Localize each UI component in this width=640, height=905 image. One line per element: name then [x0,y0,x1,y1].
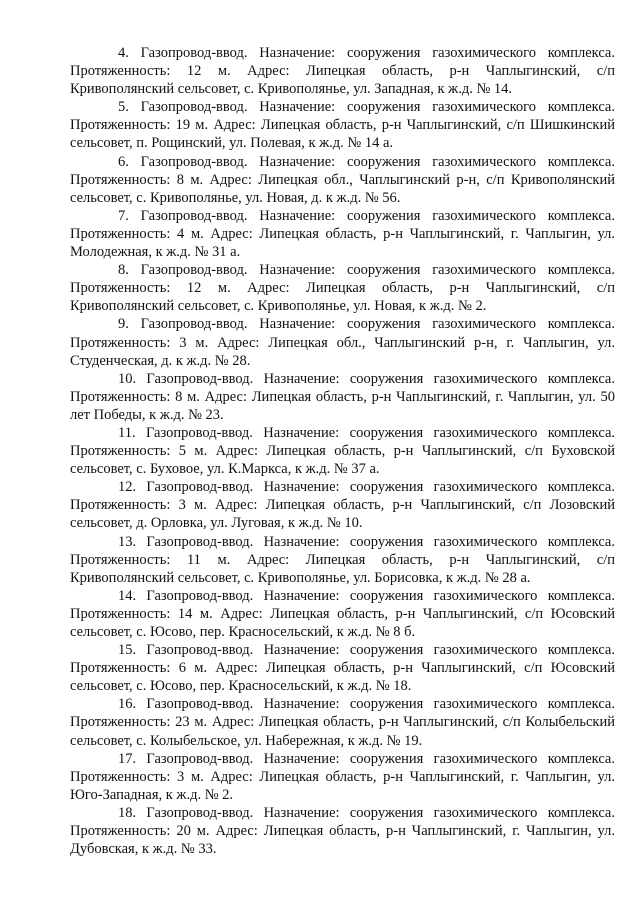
list-item: 18. Газопровод-ввод. Назначение: сооружения газохимического комплекса. Протяженность: 20 м. Адрес: Липецкая область, р-н Чаплыгинский, г. Чаплыгин, ул. Дубовская, к ж.д. № 33. [70,804,615,858]
list-item: 16. Газопровод-ввод. Назначение: сооружения газохимического комплекса. Протяженность: 23 м. Адрес: Липецкая область, р-н Чаплыгинский, с/п Колыбельский сельсовет, с. Колыбельское, ул. Набережная, к ж.д. № 19. [70,696,615,749]
list-item: 13. Газопровод-ввод. Назначение: сооружения газохимического комплекса. Протяженность: 11 м. Адрес: Липецкая область, р-н Чаплыгинский, с/п Кривополянский сельсовет, с. Кривополянье, ул. Борисовка, к ж.д. № 28 а. [70,533,615,586]
list-item: 11. Газопровод-ввод. Назначение: сооружения газохимического комплекса. Протяженность: 5 м. Адрес: Липецкая область, р-н Чаплыгинский, с/п Буховской сельсовет, с. Буховое, ул. К.Маркса, к ж.д. № 37 а. [70,424,615,478]
document-body [70,44,615,858]
list-item: 5. Газопровод-ввод. Назначение: сооружения газохимического комплекса. Протяженность: 19 м. Адрес: Липецкая область, р-н Чаплыгинский, с/п Шишкинский сельсовет, п. Рощинский, ул. Полевая, к ж.д. № 14 а. [70,99,615,152]
list-item: 10. Газопровод-ввод. Назначение: сооружения газохимического комплекса. Протяженность: 8 м. Адрес: Липецкая область, р-н Чаплыгинский, г. Чаплыгин, ул. 50 лет Победы, к ж.д. № 23. [70,370,615,423]
list-item: 7. Газопровод-ввод. Назначение: сооружения газохимического комплекса. Протяженность: 4 м. Адрес: Липецкая область, р-н Чаплыгинский, г. Чаплыгин, ул. Молодежная, к ж.д. № 31 а. [70,207,615,261]
list-item: 15. Газопровод-ввод. Назначение: сооружения газохимического комплекса. Протяженность: 6 м. Адрес: Липецкая область, р-н Чаплыгинский, с/п Юсовский сельсовет, с. Юсово, пер. Красносельский, к ж.д. № 18. [70,642,615,695]
list-item: 12. Газопровод-ввод. Назначение: сооружения газохимического комплекса. Протяженность: 3 м. Адрес: Липецкая область, р-н Чаплыгинский, с/п Лозовский сельсовет, д. Орловка, ул. Луговая, к ж.д. № 10. [70,479,615,532]
list-item: 6. Газопровод-ввод. Назначение: сооружения газохимического комплекса. Протяженность: 8 м. Адрес: Липецкая обл., Чаплыгинский р-н, с/п Кривополянский сельсовет, с. Кривополянье, ул. Новая, д. к ж.д. № 56. [70,153,615,206]
list-item: 4. Газопровод-ввод. Назначение: сооружения газохимического комплекса. Протяженность: 12 м. Адрес: Липецкая область, р-н Чаплыгинский, с/п Кривополянский сельсовет, с. Кривополянье, ул. Западная, к ж.д. № 14. [70,45,615,98]
list-item: 8. Газопровод-ввод. Назначение: сооружения газохимического комплекса. Протяженность: 12 м. Адрес: Липецкая область, р-н Чаплыгинский, с/п Кривополянский сельсовет, с. Кривополянье, ул. Новая, к ж.д. № 2. [70,262,615,315]
list-item: 14. Газопровод-ввод. Назначение: сооружения газохимического комплекса. Протяженность: 14 м. Адрес: Липецкая область, р-н Чаплыгинский, с/п Юсовский сельсовет, с. Юсово, пер. Красносельский, к ж.д. № 8 б. [70,587,615,640]
list-item: 17. Газопровод-ввод. Назначение: сооружения газохимического комплекса. Протяженность: 3 м. Адрес: Липецкая область, р-н Чаплыгинский, г. Чаплыгин, ул. Юго-Западная, к ж.д. № 2. [70,750,615,803]
list-item: 9. Газопровод-ввод. Назначение: сооружения газохимического комплекса. Протяженность: 3 м. Адрес: Липецкая обл., Чаплыгинский р-н, г. Чаплыгин, ул. Студенческая, д. к ж.д. № 28. [70,316,615,369]
